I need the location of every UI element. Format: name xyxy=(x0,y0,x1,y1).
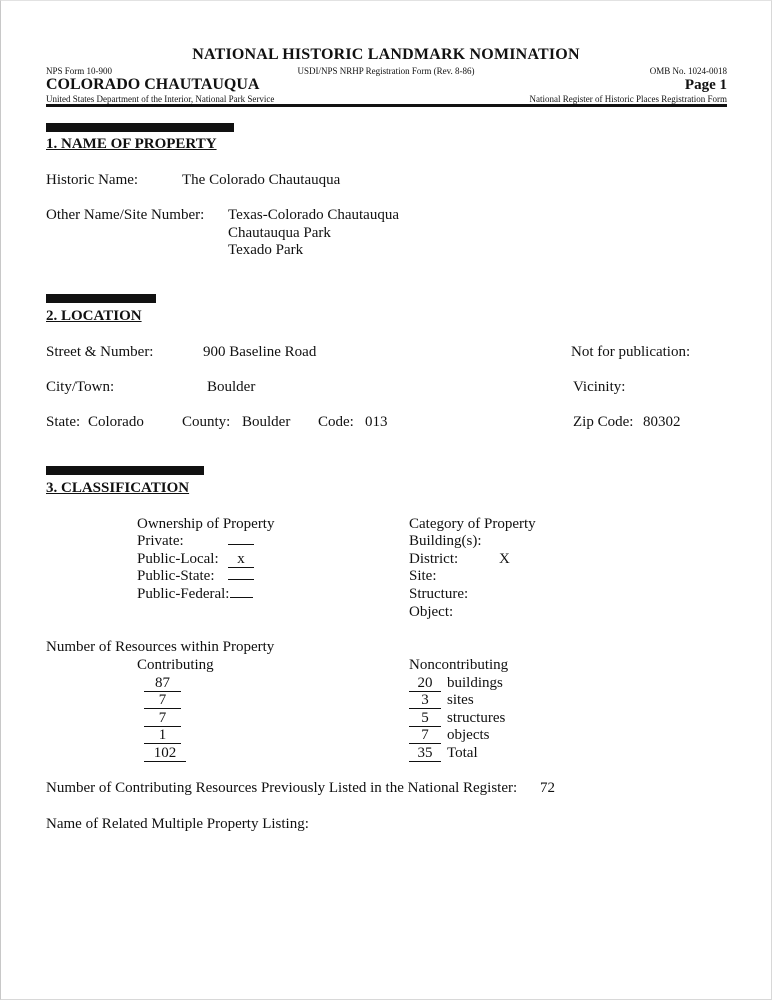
city-label: City/Town: xyxy=(46,379,115,395)
code-label: Code: xyxy=(318,414,354,430)
resource-type-sites: sites xyxy=(447,692,474,708)
code-value: 013 xyxy=(365,414,388,430)
street-label: Street & Number: xyxy=(46,344,154,360)
other-name-3: Texado Park xyxy=(228,242,304,258)
department: United States Department of the Interior, National Park Service xyxy=(46,94,275,104)
ownership-title: Ownership of Property xyxy=(137,516,275,532)
street-value: 900 Baseline Road xyxy=(203,344,317,360)
not-for-publication: Not for publication: xyxy=(571,344,691,360)
resources-title: Number of Resources within Property xyxy=(46,639,275,655)
other-name-1: Texas-Colorado Chautauqua xyxy=(228,207,399,223)
form-number: NPS Form 10-900 xyxy=(46,66,113,76)
section-3-heading: 3. CLASSIFICATION xyxy=(46,480,190,496)
category-object: Object: xyxy=(409,604,454,620)
noncontributing-sites: 3 xyxy=(409,693,441,709)
registration-form: USDI/NPS NRHP Registration Form (Rev. 8-86) xyxy=(297,66,475,76)
resource-type-objects: objects xyxy=(447,727,490,743)
category-title: Category of Property xyxy=(409,516,536,532)
section-3-bar xyxy=(46,466,204,475)
contributing-buildings: 87 xyxy=(144,676,181,692)
section-1-bar xyxy=(46,123,234,132)
previously-listed-value: 72 xyxy=(540,780,555,796)
section-2-bar xyxy=(46,294,156,303)
document-title: NATIONAL HISTORIC LANDMARK NOMINATION xyxy=(192,46,580,63)
related-listing-label: Name of Related Multiple Property Listing: xyxy=(46,816,309,832)
noncontributing-structures: 5 xyxy=(409,711,441,727)
contributing-sites: 7 xyxy=(144,693,181,709)
category-buildings: Building(s): xyxy=(409,533,482,549)
state-value: Colorado xyxy=(88,414,144,430)
resource-type-structures: structures xyxy=(447,710,506,726)
category-district: District: xyxy=(409,551,459,567)
contributing-objects: 1 xyxy=(144,728,181,744)
previously-listed-label: Number of Contributing Resources Previously Listed in the National Register: xyxy=(46,780,518,796)
historic-name-label: Historic Name: xyxy=(46,172,139,188)
category-structure: Structure: xyxy=(409,586,469,602)
other-name-2: Chautauqua Park xyxy=(228,225,331,241)
ownership-private-label: Private: xyxy=(137,533,184,549)
contributing-structures: 7 xyxy=(144,711,181,727)
resource-type-total: Total xyxy=(447,745,478,761)
section-1-heading: 1. NAME OF PROPERTY xyxy=(46,136,217,152)
register-form: National Register of Historic Places Registration Form xyxy=(529,94,727,104)
ownership-public-local-label: Public-Local: xyxy=(137,551,219,567)
ownership-public-local-mark: x xyxy=(228,552,254,568)
ownership-public-federal-blank xyxy=(230,597,253,598)
city-value: Boulder xyxy=(207,379,256,395)
vicinity: Vicinity: xyxy=(573,379,626,395)
county-label: County: xyxy=(182,414,231,430)
category-district-mark: X xyxy=(499,551,510,567)
section-2-heading: 2. LOCATION xyxy=(46,308,142,324)
zip-value: 80302 xyxy=(643,414,681,430)
county-value: Boulder xyxy=(242,414,291,430)
state-label: State: xyxy=(46,414,81,430)
resource-type-buildings: buildings xyxy=(447,675,503,691)
omb-number: OMB No. 1024-0018 xyxy=(649,66,727,76)
noncontributing-buildings: 20 xyxy=(409,676,441,692)
noncontributing-objects: 7 xyxy=(409,728,441,744)
noncontributing-total: 35 xyxy=(409,746,441,762)
ownership-private-blank xyxy=(228,544,254,545)
property-name: COLORADO CHAUTAUQUA xyxy=(46,76,260,93)
zip-label: Zip Code: xyxy=(573,414,634,430)
header-rule xyxy=(46,104,727,107)
page-number: Page 1 xyxy=(684,77,727,93)
contributing-label: Contributing xyxy=(137,657,214,673)
historic-name-value: The Colorado Chautauqua xyxy=(182,172,341,188)
contributing-total: 102 xyxy=(144,746,186,762)
ownership-public-state-label: Public-State: xyxy=(137,568,215,584)
ownership-public-state-blank xyxy=(228,579,254,580)
other-name-label: Other Name/Site Number: xyxy=(46,207,205,223)
ownership-public-federal-label: Public-Federal: xyxy=(137,586,230,602)
noncontributing-label: Noncontributing xyxy=(409,657,509,673)
category-site: Site: xyxy=(409,568,437,584)
